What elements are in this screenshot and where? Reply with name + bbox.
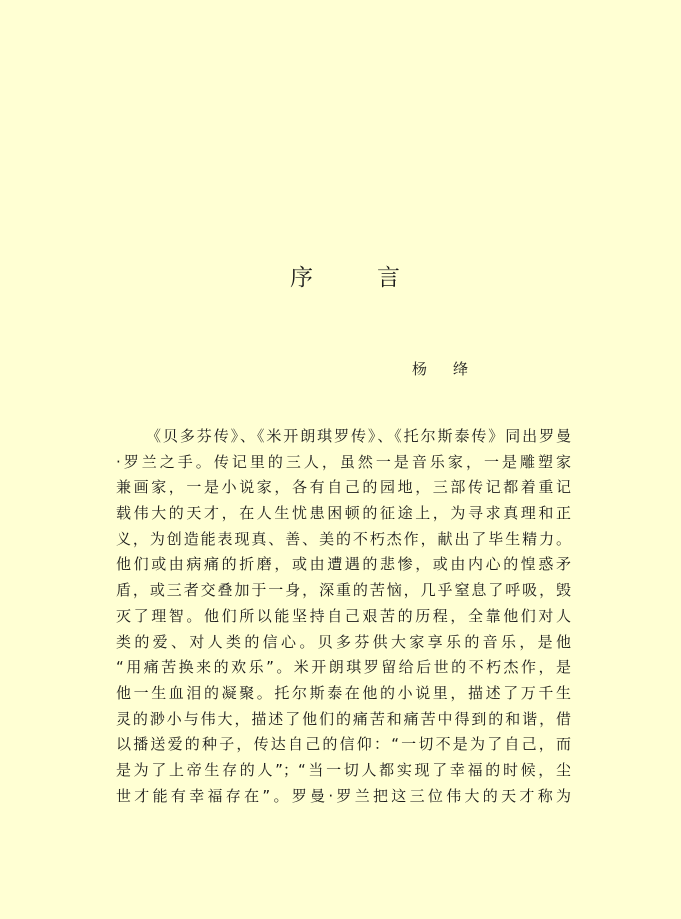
author-name xyxy=(412,357,468,379)
body-line: 《贝多芬传》、《米开朗琪罗传》、《托尔斯泰传》同出罗曼 xyxy=(146,427,571,445)
title-char-1: 序 xyxy=(290,264,313,291)
body-line: ·罗兰之手。传记里的三人，虽然一是音乐家，一是雕塑家 xyxy=(116,452,571,471)
body-line: 义，为创造能表现真、善、美的不朽杰作，献出了毕生精力。 xyxy=(116,529,571,548)
page-title xyxy=(290,258,400,292)
body-line: 兼画家，一是小说家，各有自己的园地，三部传记都着重记 xyxy=(116,478,571,497)
body-line: 他一生血泪的凝聚。托尔斯泰在他的小说里，描述了万千生 xyxy=(116,683,571,702)
body-line: 以播送爱的种子，传达自己的信仰：“一切不是为了自己，而 xyxy=(116,735,571,754)
body-line: “用痛苦换来的欢乐”。米开朗琪罗留给后世的不朽杰作，是 xyxy=(116,658,571,677)
author-char-2: 绛 xyxy=(452,359,468,378)
title-char-2: 言 xyxy=(377,264,400,291)
body-line: 灵的渺小与伟大，描述了他们的痛苦和痛苦中得到的和谐，借 xyxy=(116,709,571,728)
body-line: 类的爱、对人类的信心。贝多芬供大家享乐的音乐，是他 xyxy=(116,632,571,651)
body-line: 盾，或三者交叠加于一身，深重的苦恼，几乎窒息了呼吸，毁 xyxy=(116,581,571,600)
body-line: 他们或由病痛的折磨，或由遭遇的悲惨，或由内心的惶惑矛 xyxy=(116,555,571,574)
body-text xyxy=(116,424,571,809)
body-line: 世才能有幸福存在”。罗曼·罗兰把这三位伟大的天才称为 xyxy=(116,786,571,805)
body-line: 灭了理智。他们所以能坚持自己艰苦的历程，全靠他们对人 xyxy=(116,606,571,625)
body-line: 载伟大的天才，在人生忧患困顿的征途上，为寻求真理和正 xyxy=(116,504,571,523)
author-char-1: 杨 xyxy=(412,359,428,378)
body-line: 是为了上帝生存的人”；“当一切人都实现了幸福的时候，尘 xyxy=(116,760,571,779)
